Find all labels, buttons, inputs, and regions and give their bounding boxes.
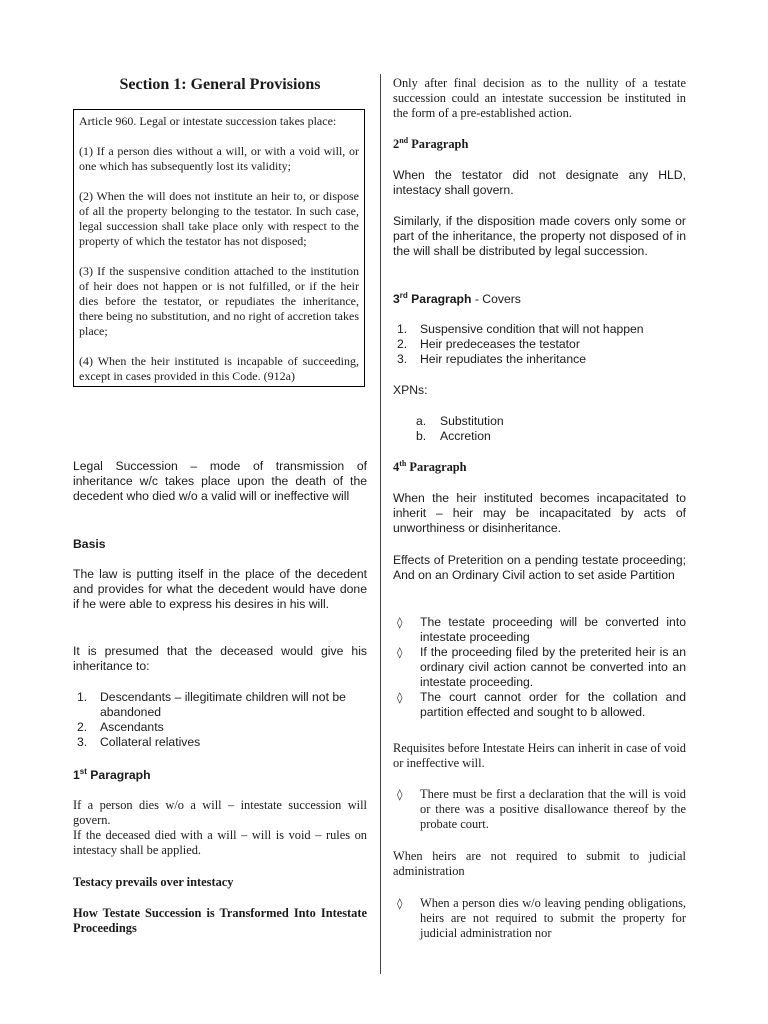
- diamond-bullet-icon: ◊: [397, 897, 403, 910]
- article-960-intro: Article 960. Legal or intestate succession takes place:: [79, 114, 337, 128]
- article-960-item-3: (3) If the suspensive condition attached to the institution of heir does not happen or is not fulfilled, or if the heir dies before the testator, or repudiates the inheritance, there being no substitution, and no right of accretion takes place;: [79, 264, 359, 338]
- first-paragraph-heading: 1st Paragraph: [73, 766, 151, 782]
- list-item: b. Accretion: [416, 429, 491, 443]
- requisites-text: Requisites before Intestate Heirs can inherit in case of void or ineffective will.: [393, 741, 686, 770]
- effects-list: [393, 615, 686, 720]
- list-item: ◊ There must be first a declaration that the will is void or there was a positive disallowance thereof by the probate court.: [397, 787, 686, 831]
- list-item: 1. Suspensive condition that will not happen: [397, 322, 644, 336]
- list-item: 2. Ascendants: [77, 720, 164, 734]
- presumed-text: It is presumed that the deceased would give his inheritance to:: [73, 644, 367, 673]
- fourth-paragraph-heading: 4th Paragraph: [393, 458, 467, 474]
- testacy-prevails: Testacy prevails over intestacy: [73, 875, 234, 889]
- list-item: 2. Heir predeceases the testator: [397, 337, 580, 351]
- judicial-list: [393, 896, 686, 941]
- list-item: a. Substitution: [416, 414, 504, 428]
- list-item: 1. Descendants – illegitimate children will not be abandoned: [77, 690, 346, 719]
- diamond-bullet-icon: ◊: [397, 691, 403, 704]
- requisites-list: [393, 787, 686, 832]
- list-item: ◊ If the proceeding filed by the preterited heir is an ordinary civil action cannot be converted into an intestate proceeding.: [397, 645, 686, 689]
- column-divider: [380, 74, 381, 974]
- diamond-bullet-icon: ◊: [397, 616, 403, 629]
- article-960-box: [73, 109, 365, 387]
- xpns-list: [393, 414, 686, 444]
- covers-list: [393, 322, 686, 367]
- basis-heading: Basis: [73, 537, 106, 551]
- basis-text: The law is putting itself in the place of the decedent and provides for what the decedent would have done if he were able to express his desires in his will.: [73, 567, 367, 611]
- effects-of-preterition: Effects of Preterition on a pending testate proceeding; And on an Ordinary Civil action to set aside Partition: [393, 553, 686, 582]
- article-960-item-4: (4) When the heir instituted is incapable of succeeding, except in cases provided in this Code. (912a): [79, 354, 359, 383]
- first-paragraph-text: If a person dies w/o a will – intestate succession will govern. If the deceased died with a will – will is void – rules on intestacy shall be applied.: [73, 798, 367, 857]
- article-960-item-2: (2) When the will does not institute an heir to, or dispose of all the property belonging to the testator. In such case, legal succession shall take place only with respect to the property of which the testator has not disposed;: [79, 189, 359, 248]
- heirs-list: [73, 690, 367, 750]
- legal-succession-definition: Legal Succession – mode of transmission of inheritance w/c takes place upon the death of the decedent who died w/o a valid will or ineffective will: [73, 459, 367, 503]
- list-item: ◊ The testate proceeding will be converted into intestate proceeding: [397, 615, 686, 644]
- list-item: ◊ The court cannot order for the collation and partition effected and sought to b allowed.: [397, 690, 686, 719]
- xpns-label: XPNs:: [393, 383, 428, 397]
- second-paragraph-text-b: Similarly, if the disposition made covers only some or part of the inheritance, the property not disposed of in the will shall be distributed by legal succession.: [393, 214, 686, 258]
- second-paragraph-heading: 2nd Paragraph: [393, 135, 469, 151]
- how-testate-heading: How Testate Succession is Transformed Into Intestate Proceedings: [73, 906, 367, 935]
- article-960-item-1: (1) If a person dies without a will, or with a void will, or one which has subsequently lost its validity;: [79, 144, 359, 173]
- second-paragraph-text-a: When the testator did not designate any HLD, intestacy shall govern.: [393, 168, 686, 197]
- third-paragraph-heading: 3rd Paragraph - Covers: [393, 290, 521, 306]
- intro-text: Only after final decision as to the nullity of a testate succession could an intestate succession be instituted in the form of a pre-established action.: [393, 76, 686, 120]
- judicial-administration-text: When heirs are not required to submit to judicial administration: [393, 849, 686, 878]
- diamond-bullet-icon: ◊: [397, 788, 403, 801]
- diamond-bullet-icon: ◊: [397, 646, 403, 659]
- list-item: 3. Heir repudiates the inheritance: [397, 352, 586, 366]
- list-item: 3. Collateral relatives: [77, 735, 201, 749]
- section-title: Section 1: General Provisions: [119, 76, 321, 93]
- list-item: ◊ When a person dies w/o leaving pending obligations, heirs are not required to submit the property for judicial administration nor: [397, 896, 686, 940]
- fourth-paragraph-text: When the heir instituted becomes incapacitated to inherit – heir may be incapacitated by acts of unworthiness or disinheritance.: [393, 491, 686, 535]
